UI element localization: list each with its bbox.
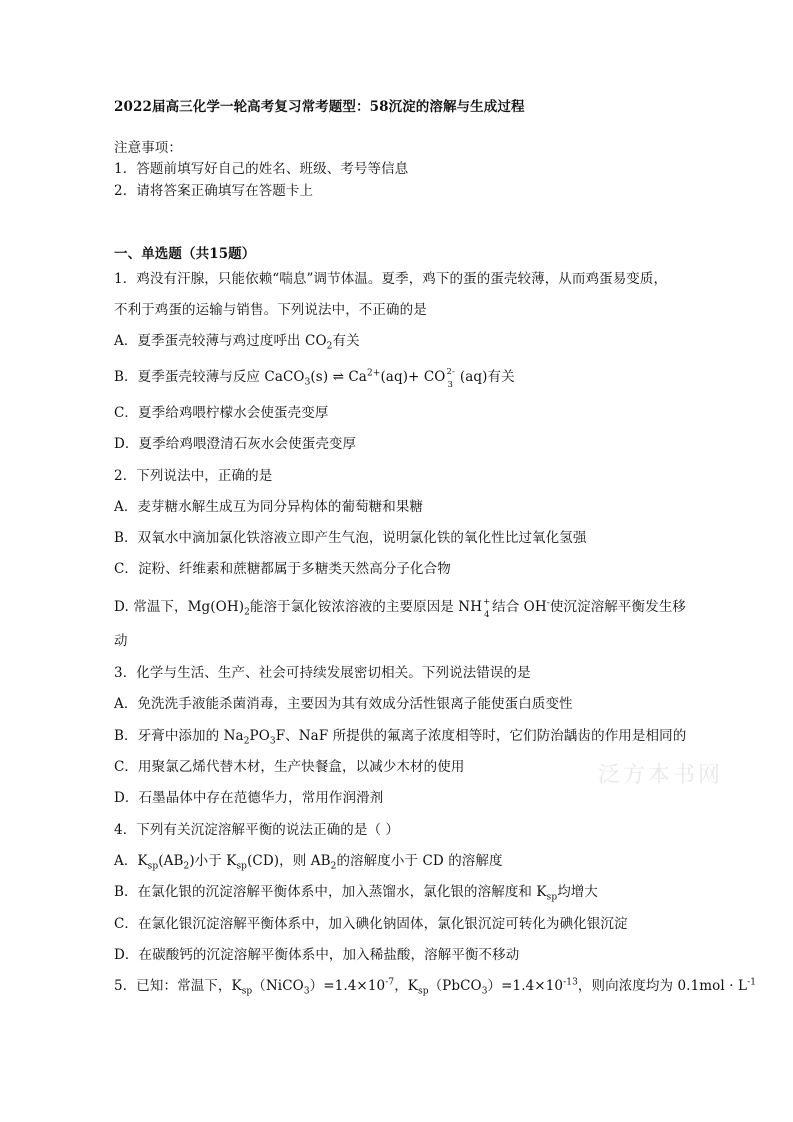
q1-option-a: A．夏季蛋壳较薄与鸡过度呼出 $CO_2$有关 [114, 333, 360, 352]
watermark: 泛方本书网 [598, 763, 724, 788]
q4-stem: 4．下列有关沉淀溶解平衡的说法正确的是（ ） [114, 822, 400, 838]
q3-option-d: D．石墨晶体中存在范德华力，常用作润滑剂 [114, 790, 384, 806]
q2-option-c: C．淀粉、纤维素和蔗糖都属于多糖类天然高分子化合物 [114, 561, 451, 577]
q2-stem: 2．下列说法中，正确的是 [114, 468, 273, 484]
q1-stem-line1: 1．鸡没有汗腺，只能依赖“喘息”调节体温。夏季，鸡下的蛋的蛋壳较薄，从而鸡蛋易变质， [114, 271, 668, 287]
q1-option-d: D．夏季给鸡喂澄清石灰水会使蛋壳变厚 [114, 436, 357, 452]
q4-option-c: C．在氯化银沉淀溶解平衡体系中，加入碘化钠固体，氯化银沉淀可转化为碘化银沉淀 [114, 916, 628, 932]
q2-option-d-line2: 动 [114, 633, 128, 649]
q3-option-a: A．免洗洗手液能杀菌消毒，主要因为其有效成分活性银离子能使蛋白质变性 [114, 696, 573, 712]
q2-option-a: A．麦芽糖水解生成互为同分异构体的葡萄糖和果糖 [114, 499, 424, 515]
q5-stem: 5．已知：常温下，$K_{sp}(NiCO_3)=1.4\times 10^{-7}$，$K_{sp}(PbCO_3)=1.4\times 10^{-13}$，则向浓度均为 $0.1mol \cdot L^{-1}$ [114, 977, 757, 997]
document-title: 2022届高三化学一轮高考复习常考题型：58沉淀的溶解与生成过程 [114, 99, 525, 115]
q2-option-d: D. 常温下，$Mg(OH)_2$能溶于氯化铵浓溶液的主要原因是 NH + 4 结合 OH-使沉淀溶解平衡发生移 [114, 597, 686, 620]
section-heading: 一、单选题（共15题） [114, 246, 256, 262]
q2-option-b: B．双氧水中滴加氯化铁溶液立即产生气泡，说明氯化铁的氧化性比过氧化氢强 [114, 530, 587, 546]
q4-option-d: D．在碳酸钙的沉淀溶解平衡体系中，加入稀盐酸，溶解平衡不移动 [114, 947, 520, 963]
notice-item-2: 2．请将答案正确填写在答题卡上 [114, 183, 314, 199]
co3-charge-stack: 2- 3 [446, 367, 455, 390]
q4-option-a: A．$K_{sp}(AB_2)$小于 $K_{sp}(CD)$，则 $AB_2$的溶解度小于 CD 的溶解度 [114, 853, 503, 872]
q1-option-b: B．夏季蛋壳较薄与反应 CaCO$_3$(s) ⇌ $Ca^{2+}(aq)+$ CO 2- 3 (aq)有关 [114, 367, 515, 390]
q4-option-b: B．在氯化银的沉淀溶解平衡体系中，加入蒸馏水，氯化银的溶解度和 $K_{sp}$均增大 [114, 884, 599, 903]
q1-stem-line2: 不利于鸡蛋的运输与销售。下列说法中，不正确的是 [114, 302, 427, 318]
notice-item-1: 1．答题前填写好自己的姓名、班级、考号等信息 [114, 161, 409, 177]
q3-option-c: C．用聚氯乙烯代替木材，生产快餐盒，以减少木材的使用 [114, 759, 465, 775]
q1-option-c: C．夏季给鸡喂柠檬水会使蛋壳变厚 [114, 405, 329, 421]
notice-heading: 注意事项： [114, 140, 182, 156]
nh4-charge-stack: + 4 [483, 597, 491, 620]
q3-option-b: B．牙膏中添加的 $Na_2PO_3F$、NaF 所提供的氟离子浓度相等时，它们防治龋齿的作用是相同的 [114, 728, 687, 747]
q3-stem: 3．化学与生活、生产、社会可持续发展密切相关。下列说法错误的是 [114, 665, 531, 681]
